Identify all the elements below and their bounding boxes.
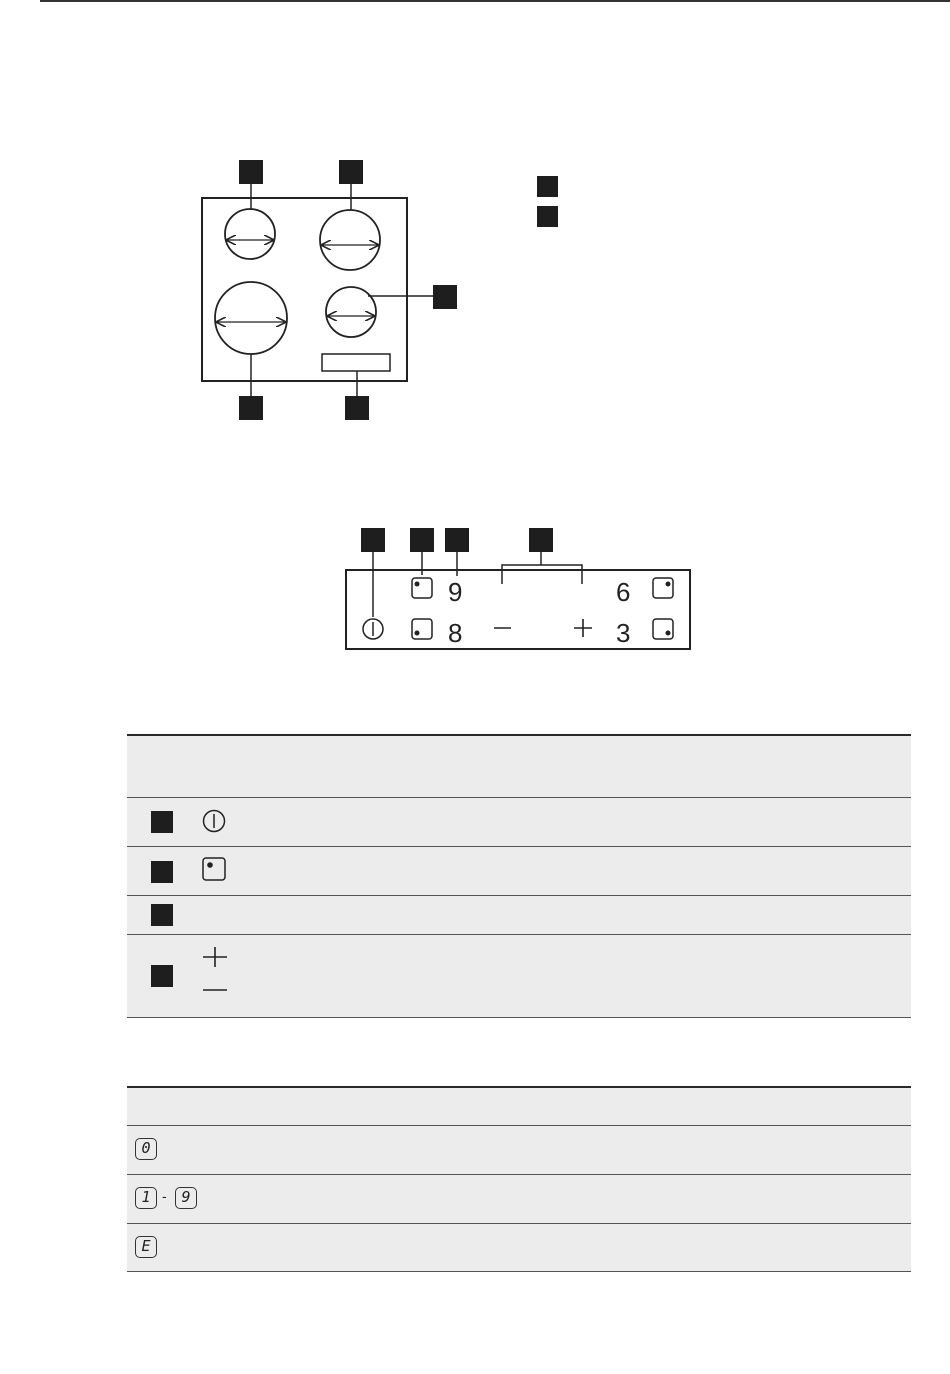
display-digit-box: 0 (135, 1138, 157, 1160)
callout-square (151, 904, 173, 926)
zone-indicator-icon-right-top (653, 578, 673, 598)
display-digit-box: 9 (175, 1187, 197, 1209)
table-row (127, 1175, 911, 1224)
on-off-icon (201, 808, 231, 838)
zone-indicator-icon-left-top (412, 578, 432, 598)
zone-indicator-icon-right-bottom (653, 619, 673, 639)
table-header (127, 734, 911, 798)
panel-outline (346, 570, 690, 649)
digit-right-top: 6 (616, 577, 631, 607)
panel-callout-2 (410, 528, 434, 552)
table-row (127, 798, 911, 847)
callout-square (151, 811, 173, 833)
table-header (127, 1086, 911, 1126)
zone-indicator-icon (201, 856, 231, 886)
range-separator: - (162, 1188, 167, 1204)
table-row (127, 1126, 911, 1175)
panel-callout-4 (529, 528, 553, 552)
callout-square (151, 965, 173, 987)
display-digit-box: E (135, 1236, 157, 1258)
zone-indicator-icon-left-bottom (412, 619, 432, 639)
digit-left-bottom: 8 (448, 618, 463, 648)
callout-square (151, 861, 173, 883)
digit-right-bottom: 3 (616, 618, 631, 648)
panel-callout-1 (361, 528, 385, 552)
digit-left-top: 9 (448, 577, 463, 607)
table-row (127, 935, 911, 1018)
table-row (127, 896, 911, 935)
plus-minus-icon (201, 947, 231, 997)
table-row (127, 847, 911, 896)
plus-icon (574, 619, 592, 637)
on-off-icon (363, 619, 383, 639)
display-digit-box: 1 (135, 1187, 157, 1209)
table-row (127, 1224, 911, 1272)
panel-callout-3 (445, 528, 469, 552)
